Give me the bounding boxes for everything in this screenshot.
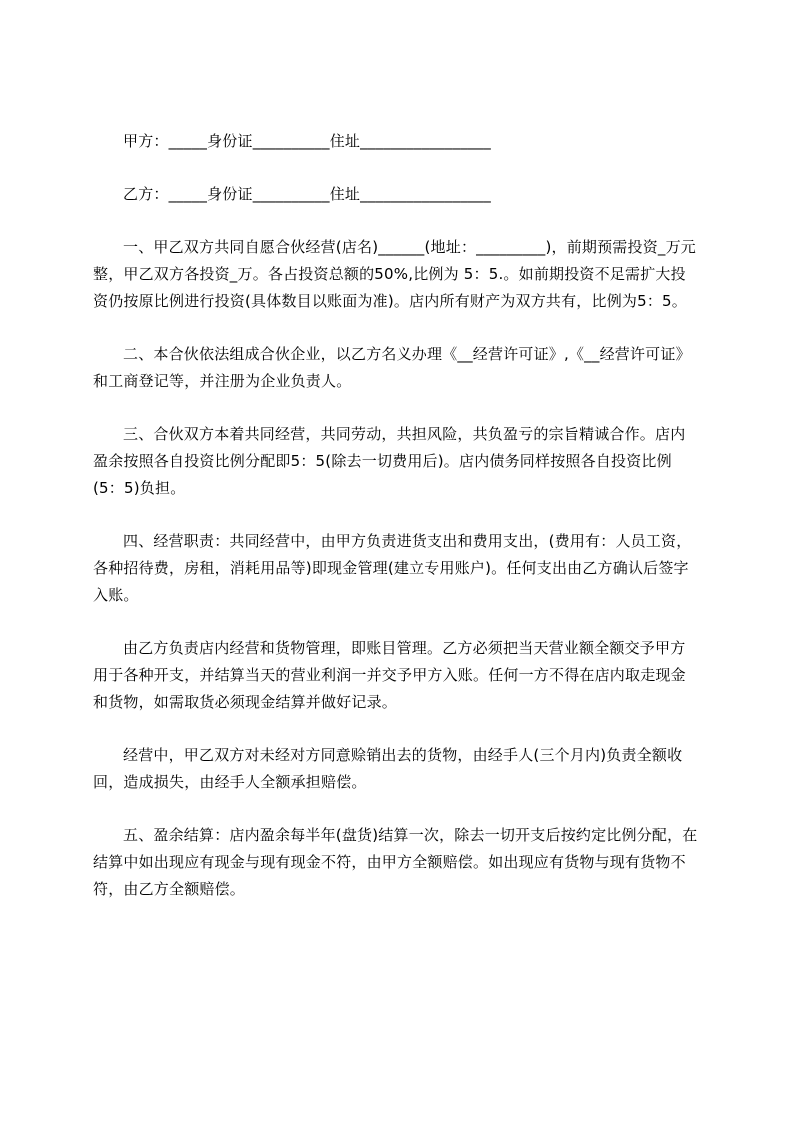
clause-2-registration: 二、本合伙依法组成合伙企业，以乙方名义办理《__经营许可证》,《__经营许可证》和工商登记等，并注册为企业负责人。 [93, 345, 691, 390]
party-a-line: 甲方：_____身份证__________住址_________________ [123, 132, 492, 150]
clause-5-settlement: 五、盈余结算：店内盈余每半年(盘货)结算一次，除去一切开支后按约定比例分配，在结算中如出现应有现金与现有现金不符，由甲方全额赔偿。如出现应有货物与现有货物不符，由乙方全额赔偿。 [93, 826, 698, 898]
party-b-line: 乙方：_____身份证__________住址_________________ [123, 185, 492, 203]
clause-4-credit-sales: 经营中，甲乙双方对未经对方同意赊销出去的货物，由经手人(三个月内)负责全额收回，造成损失，由经手人全额承担赔偿。 [93, 746, 683, 791]
document-body [93, 128, 698, 929]
clause-4-party-b-duties: 由乙方负责店内经营和货物管理，即账目管理。乙方必须把当天营业额全额交予甲方用于各种开支，并结算当天的营业利润一并交予甲方入账。任何一方不得在店内取走现金和货物，如需取货必须现金结算并做好记录。 [93, 639, 686, 711]
clause-4-duties: 四、经营职责：共同经营中，由甲方负责进货支出和费用支出，(费用有：人员工资，各种招待费，房租，消耗用品等)即现金管理(建立专用账户)。任何支出由乙方确认后签字入账。 [93, 532, 692, 604]
clause-1-investment: 一、甲乙双方共同自愿合伙经营(店名)______(地址：_________)，前期预需投资_万元整，甲乙双方各投资_万。各占投资总额的50%,比例为 5：5.。如前期投资不足需扩大投资仍按原比例进行投资(具体数目以账面为准)。店内所有财产为双方共有，比例为5：5。 [93, 238, 697, 310]
clause-3-profit-sharing: 三、合伙双方本着共同经营，共同劳动，共担风险，共负盈亏的宗旨精诚合作。店内盈余按照各自投资比例分配即5：5(除去一切费用后)。店内债务同样按照各自投资比例(5：5)负担。 [93, 425, 686, 497]
